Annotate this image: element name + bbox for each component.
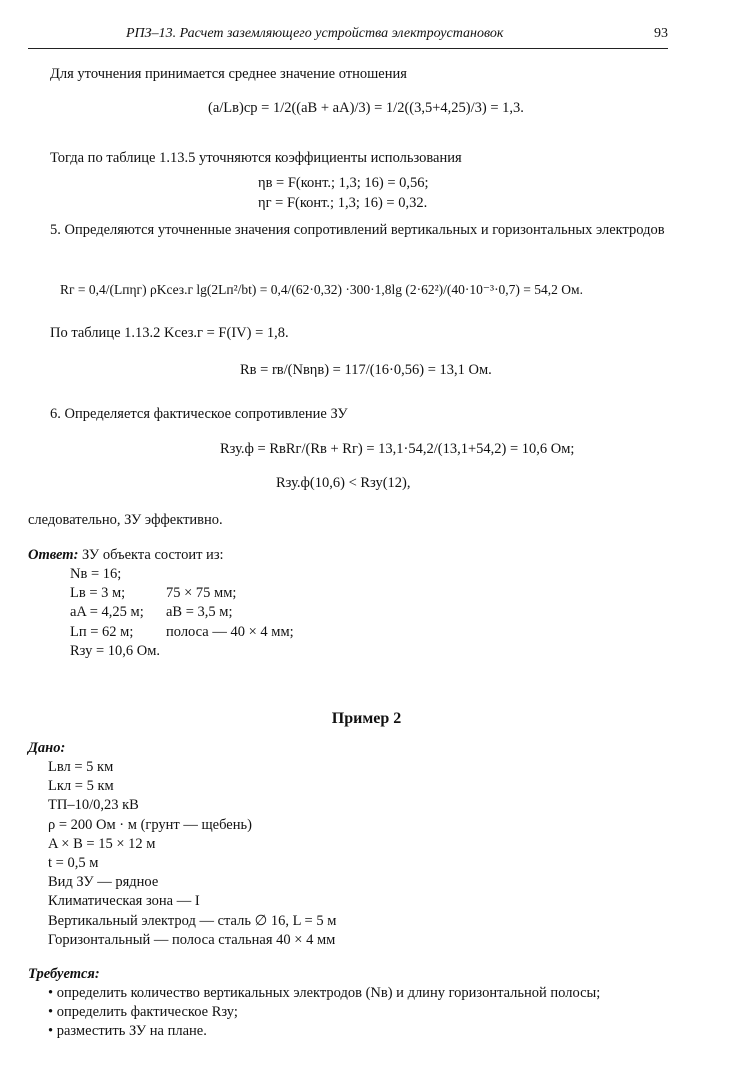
list-item: • определить фактическое Rзу; <box>48 1004 600 1023</box>
list-item: Rзу = 10,6 Ом. <box>70 642 161 659</box>
answer-intro: ЗУ объекта состоит из: <box>82 547 224 563</box>
paragraph-mean-ratio: Для уточнения принимается среднее значение отношения <box>50 66 407 82</box>
formula-eta-v: ηв = F(конт.; 1,3; 16) = 0,56; <box>258 175 429 191</box>
header-title: РПЗ–13. Расчет заземляющего устройства электроустановок <box>126 26 504 41</box>
formula-r-actual: Rзу.ф = RвRг/(Rв + Rг) = 13,1·54,2/(13,1+54,2) = 10,6 Ом; <box>220 441 575 457</box>
list-item: • определить количество вертикальных электродов (Nв) и длину горизонтальной полосы; <box>48 985 600 1004</box>
list-item: Климатическая зона — I <box>48 893 200 910</box>
paragraph-kses: По таблице 1.13.2 Kсез.г = F(IV) = 1,8. <box>50 325 289 341</box>
list-item: Lвл = 5 км <box>48 759 114 775</box>
paragraph-utilization: Тогда по таблице 1.13.5 уточняются коэффициенты использования <box>50 150 462 166</box>
required-list <box>48 985 600 1043</box>
formula-mean-ratio: (a/Lв)ср = 1/2((aB + aA)/3) = 1/2((3,5+4,25)/3) = 1,3. <box>208 100 524 116</box>
page-number: 93 <box>654 26 668 41</box>
list-item: aA = 4,25 м; aB = 3,5 м; <box>70 604 233 621</box>
given-label: Дано: <box>28 740 66 756</box>
paragraph-step-5: 5. Определяются уточненные значения сопротивлений вертикальных и горизонтальных электродов <box>50 222 665 238</box>
list-item: Горизонтальный — полоса стальная 40 × 4 мм <box>48 931 336 948</box>
list-item: ТП–10/0,23 кВ <box>48 797 139 814</box>
answer-heading <box>28 547 224 564</box>
list-item: Вид ЗУ — рядное <box>48 874 159 891</box>
answer-list <box>70 566 470 662</box>
list-item: • разместить ЗУ на плане. <box>48 1023 600 1042</box>
list-item: Lв = 3 м; 75 × 75 мм; <box>70 585 237 602</box>
formula-eta-g: ηг = F(конт.; 1,3; 16) = 0,32. <box>258 195 428 211</box>
list-item: A × B = 15 × 12 м <box>48 835 156 852</box>
list-item: ρ = 200 Ом · м (грунт — щебень) <box>48 816 252 833</box>
formula-r-vertical: Rв = rв/(Nвηв) = 117/(16·0,56) = 13,1 Ом. <box>240 362 492 378</box>
list-item: Вертикальный электрод — сталь ∅ 16, L = 5 м <box>48 912 337 929</box>
formula-r-horizontal: Rг = 0,4/(Lпηг) ρKсез.г lg(2Lп²/bt) = 0,4/(62·0,32) ·300·1,8lg (2·62²)/(40·10⁻³·0,7) = 54,2 Ом. <box>60 282 583 297</box>
formula-r-compare: Rзу.ф(10,6) < Rзу(12), <box>276 475 411 491</box>
example-heading: Пример 2 <box>331 710 402 727</box>
list-item: Lп = 62 м; полоса — 40 × 4 мм; <box>70 623 294 640</box>
list-item: t = 0,5 м <box>48 854 99 871</box>
answer-label: Ответ: <box>28 547 79 563</box>
paragraph-step-6: 6. Определяется фактическое сопротивление ЗУ <box>50 406 348 422</box>
required-label: Требуется: <box>28 966 100 982</box>
running-header <box>28 22 668 49</box>
list-item: Lкл = 5 км <box>48 778 114 795</box>
given-list <box>48 759 336 951</box>
paragraph-conclusion: следовательно, ЗУ эффективно. <box>28 512 223 528</box>
list-item: Nв = 16; <box>70 566 122 582</box>
